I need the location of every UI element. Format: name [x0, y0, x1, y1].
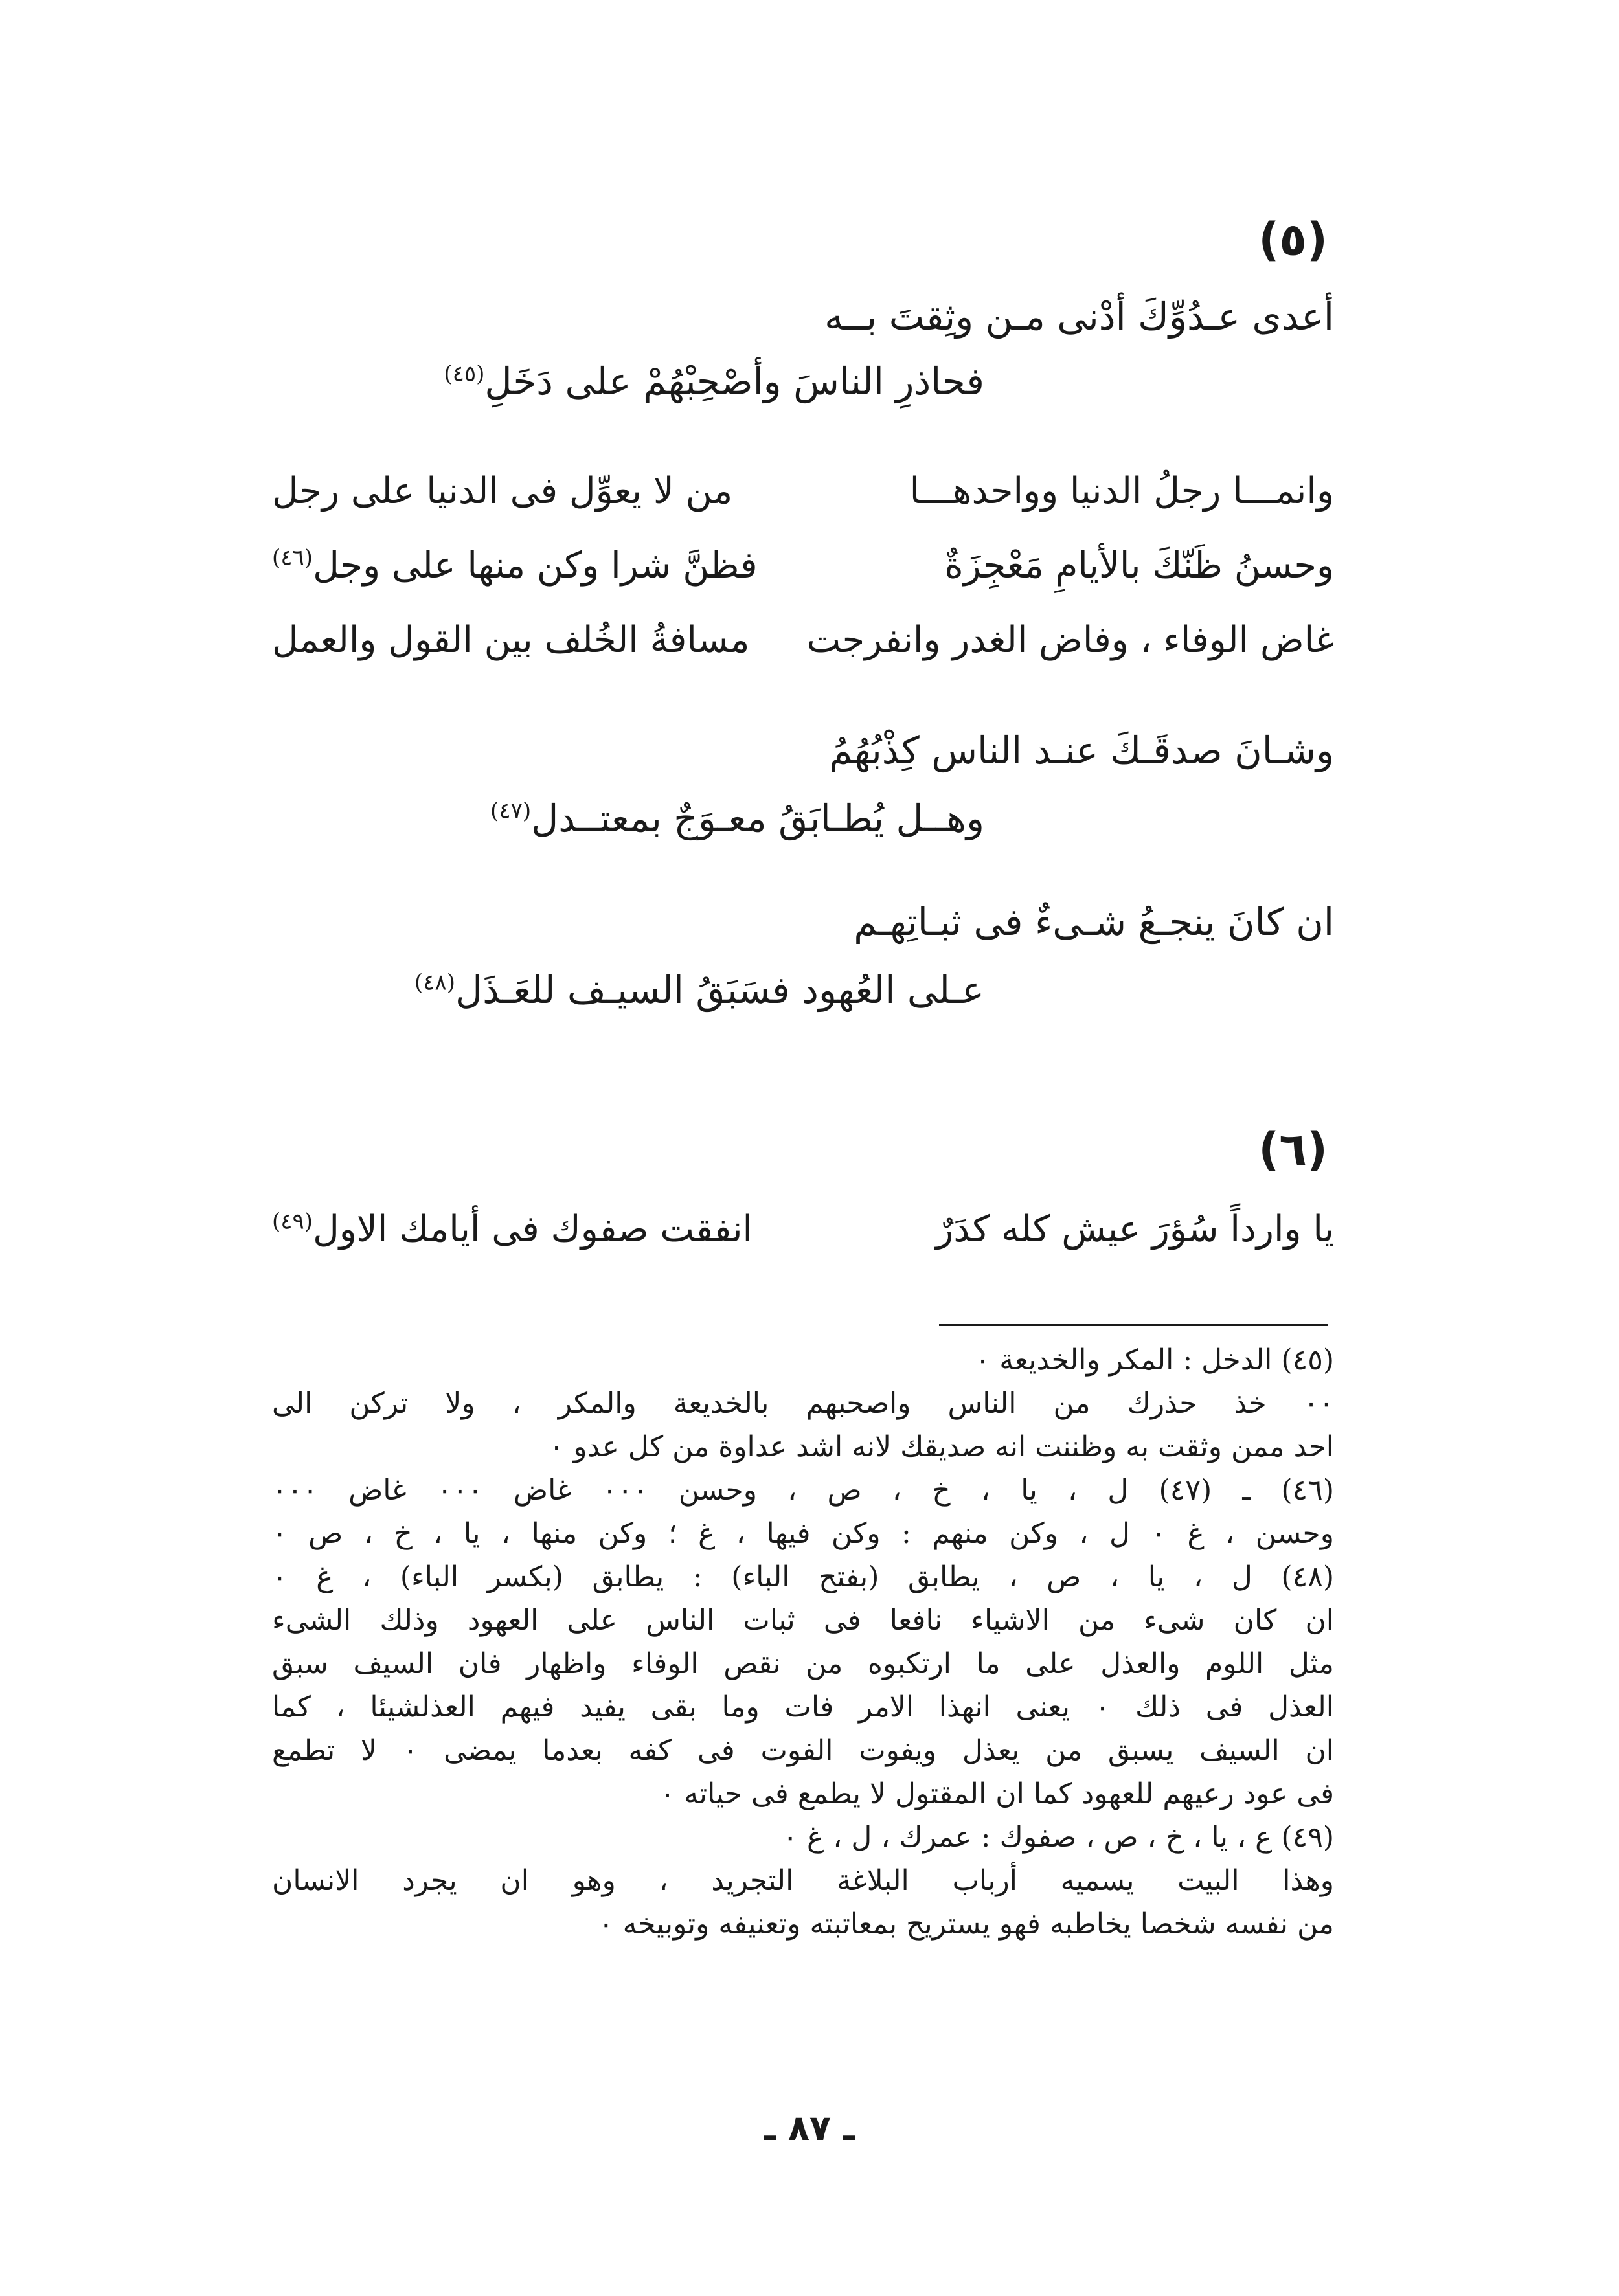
verse-pair: [272, 469, 1334, 513]
verse-pair: [272, 1208, 1334, 1251]
footnote-line: مثل اللوم والعذل على ما ارتكبوه من نقص الوفاء واظهار فان السيف سبق: [272, 1647, 1335, 1680]
verse-pair: [272, 544, 1334, 587]
verse-right-hemistich: وانمـــا رجلُ الدنيا وواحدهـــا: [909, 470, 1334, 512]
footnote-divider: [939, 1324, 1328, 1326]
verse-left-hemistich: انفقت صفوك فى أيامك الاول$^{(٤٩)}$: [272, 1208, 753, 1250]
verse-line: [490, 796, 984, 842]
footnote-line: وحسن ، غ ٠ ل ، وكن منهم : وكن فيها ، غ ؛ وكن منها ، يا ، خ ، ص ٠: [272, 1517, 1334, 1550]
verse-left-hemistich: من لا يعوِّل فى الدنيا على رجل: [272, 470, 733, 512]
verse-left-hemistich: مسافةُ الخُلف بين القول والعمل: [272, 619, 750, 661]
verse-pair: [272, 618, 1334, 662]
footnote-line: ٠٠ خذ حذرك من الناس واصحبهم بالخديعة والمكر ، ولا تركن الى: [272, 1387, 1334, 1420]
footnote-line: ان السيف يسبق من يعذل ويفوت الفوت فى كفه بعدما يمضى ٠ لا تطمع: [272, 1734, 1334, 1767]
verse-line: ان كانَ ينجـعُ شـىءٌ فى ثبـاتِهـم: [854, 900, 1334, 944]
footnote-line: وهذا البيت يسميه أرباب البلاغة التجريد ، وهو ان يجرد الانسان: [272, 1864, 1334, 1897]
footnote-line: احد ممن وثقت به وظننت انه صديقك لانه اشد عداوة من كل عدو ٠: [549, 1430, 1334, 1463]
footnote-line: من نفسه شخصا يخاطبه فهو يستريح بمعاتبته وتعنيفه وتوبيخه ٠: [598, 1908, 1334, 1941]
footnote-line: (٤٩) ع ، يا ، خ ، ص ، صفوك : عمرك ، ل ، غ ٠: [782, 1821, 1334, 1854]
footnote-line: (٤٦) ـ (٤٧) ل ، يا ، خ ، ص ، وحسن ٠٠٠ غاض ٠٠٠ غاض ٠٠٠: [272, 1474, 1334, 1507]
footnote-line: (٤٨) ل ، يا ، ص ، يطابق (بفتح الباء) : يطابق (بكسر الباء) ، غ ٠: [272, 1560, 1334, 1593]
page-number: ـ ٨٧ ـ: [764, 2108, 855, 2148]
verse-line: وشـانَ صدقَـكَ عنـد الناس كِذْبُهُمُ: [829, 728, 1334, 772]
verse-right-hemistich: غاض الوفاء ، وفاض الغدر وانفرجت: [806, 619, 1334, 661]
footnote-line: (٤٥) الدخل : المكر والخديعة ٠: [975, 1344, 1334, 1377]
footnote-ref: (٤٥): [444, 361, 485, 387]
verse-text: فحاذرِ الناسَ وأصْحِبْهُمْ على دَخَلِ: [484, 359, 984, 403]
footnote-line: ان كان شىء من الاشياء نافعا فى ثبات الناس على العهود وذلك الشىء: [272, 1604, 1334, 1637]
footnote-line: العذل فى ذلك ٠ يعنى انهذا الامر فات وما بقى يفيد فيهم العذلشيئا ، كما: [272, 1691, 1335, 1724]
footnote-ref: (٤٨): [414, 969, 455, 996]
verse-text: عـلى العُهود فسَبَقُ السيـف للعَـذَل: [455, 968, 984, 1012]
footnote-ref: (٤٩): [272, 1208, 313, 1235]
verse-line: [414, 968, 984, 1013]
verse-line: [444, 359, 984, 405]
verse-line: أعدى عـدُوِّكَ أدْنى مـن وثِقتَ بــه: [824, 295, 1334, 339]
verse-text: وهــل يُطـابَقُ معـوَجٌ بمعتــدل: [531, 796, 984, 840]
verse-right-hemistich: يا وارداً سُؤرَ عيش كله كدَرٌ: [936, 1208, 1334, 1250]
footnote-ref: (٤٧): [490, 798, 532, 824]
section-number: (٦): [1258, 1123, 1328, 1176]
verse-left-hemistich: فظنَّ شرا وكن منها على وجل$^{(٤٦)}$: [272, 545, 758, 587]
footnote-line: فى عود رعيهم للعهود كما ان المقتول لا يطمع فى حياته ٠: [659, 1777, 1334, 1810]
section-number: (٥): [1258, 213, 1328, 266]
footnote-ref: (٤٦): [272, 545, 313, 571]
verse-right-hemistich: وحسنُ ظَنّكَ بالأيامِ مَعْجِزَةٌ: [944, 545, 1334, 587]
